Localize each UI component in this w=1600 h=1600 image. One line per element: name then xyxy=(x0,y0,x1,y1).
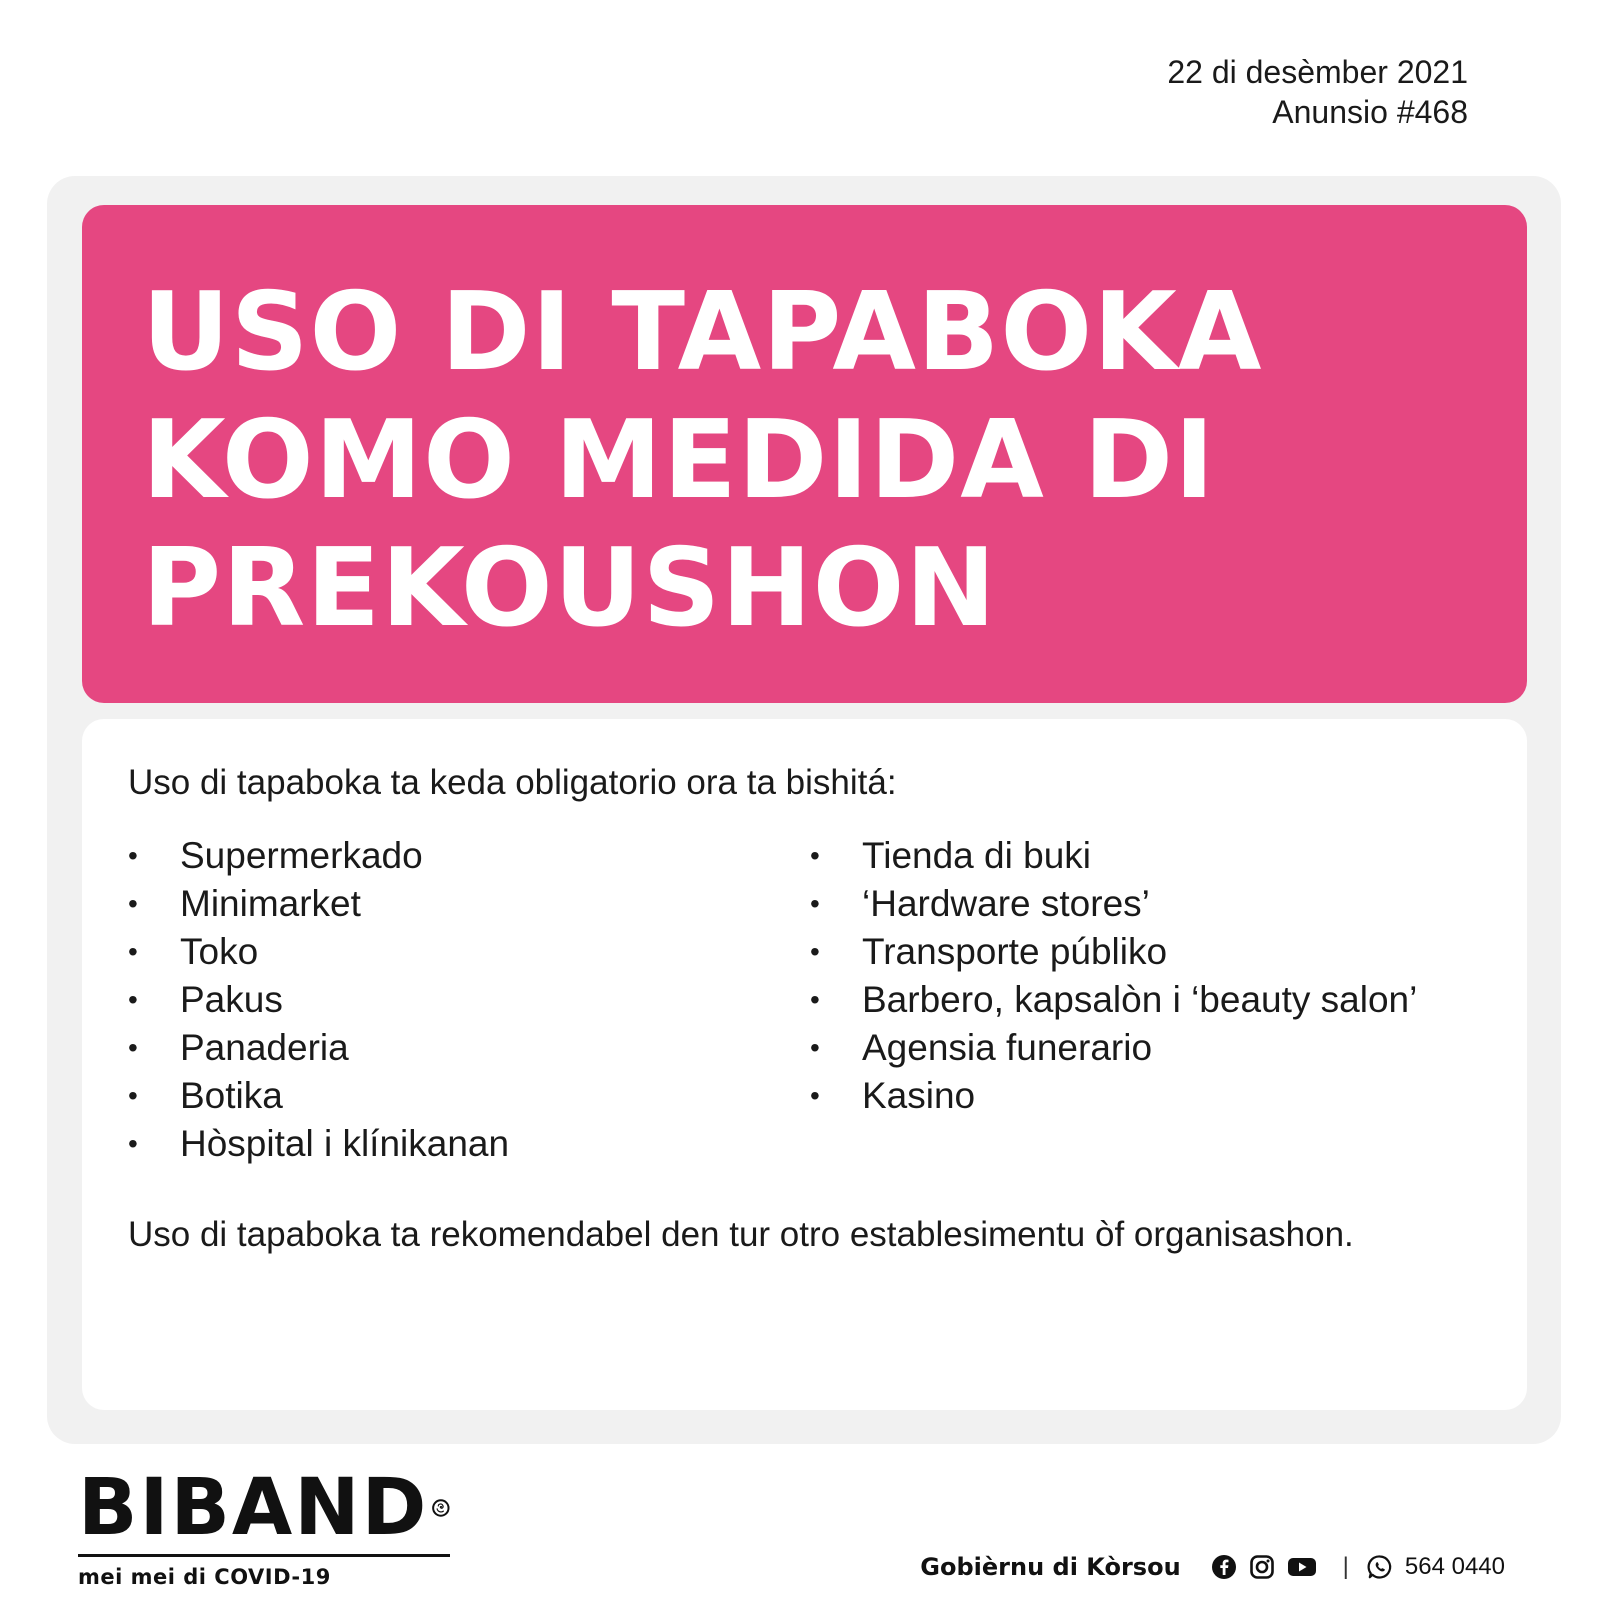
logo-tagline: mei mei di COVID-19 xyxy=(78,1565,331,1589)
government-name: Gobièrnu di Kòrsou xyxy=(920,1553,1181,1581)
bullet-icon: • xyxy=(128,888,138,919)
bullet-icon: • xyxy=(128,984,138,1015)
announcement-meta xyxy=(1167,52,1468,132)
list-item: • Tienda di buki xyxy=(810,832,1417,880)
list-right xyxy=(810,832,1417,1120)
announcement-number: Anunsio #468 xyxy=(1272,94,1468,130)
bullet-icon: • xyxy=(128,1128,138,1159)
list-item: • Kasino xyxy=(810,1072,1417,1120)
list-item: • Transporte públiko xyxy=(810,928,1417,976)
youtube-icon[interactable] xyxy=(1287,1554,1317,1580)
logo-wordmark: BIBAND xyxy=(78,1468,450,1548)
bullet-icon: • xyxy=(128,1080,138,1111)
logo-divider xyxy=(78,1554,450,1557)
title-line-2: KOMO MEDIDA DI xyxy=(142,398,1216,523)
bullet-icon: • xyxy=(810,1032,820,1063)
title-line-1: USO DI TAPABOKA xyxy=(142,270,1263,395)
list-item: • Toko xyxy=(128,928,509,976)
bullet-icon: • xyxy=(810,1080,820,1111)
list-item: • Hòspital i klínikanan xyxy=(128,1120,509,1168)
logo-o-mark-icon xyxy=(432,1477,450,1539)
page-title xyxy=(142,269,1262,653)
bullet-icon: • xyxy=(810,840,820,871)
bibando-logo xyxy=(78,1463,450,1589)
list-item: • Botika xyxy=(128,1072,509,1120)
bullet-icon: • xyxy=(128,1032,138,1063)
footer-separator: | xyxy=(1342,1553,1349,1580)
bullet-icon: • xyxy=(128,840,138,871)
list-item: • Supermerkado xyxy=(128,832,509,880)
footer xyxy=(920,1553,1505,1581)
whatsapp-icon[interactable] xyxy=(1367,1554,1393,1580)
phone-number[interactable]: 564 0440 xyxy=(1404,1553,1505,1580)
instagram-icon[interactable] xyxy=(1249,1554,1275,1580)
list-item: • Agensia funerario xyxy=(810,1024,1417,1072)
facebook-icon[interactable] xyxy=(1211,1554,1237,1580)
title-banner xyxy=(82,205,1527,703)
bullet-icon: • xyxy=(810,888,820,919)
bullet-icon: • xyxy=(810,936,820,967)
title-line-3: PREKOUSHON xyxy=(142,526,997,651)
intro-text: Uso di tapaboka ta keda obligatorio ora ta bishitá: xyxy=(128,763,897,802)
list-left xyxy=(128,832,509,1168)
list-item: • Barbero, kapsalòn i ‘beauty salon’ xyxy=(810,976,1417,1024)
list-item: • Panaderia xyxy=(128,1024,509,1072)
bullet-icon: • xyxy=(810,984,820,1015)
outro-text: Uso di tapaboka ta rekomendabel den tur otro establesimentu òf organisashon. xyxy=(128,1215,1354,1254)
date-text: 22 di desèmber 2021 xyxy=(1167,54,1468,90)
info-card xyxy=(82,719,1527,1410)
list-item: • Minimarket xyxy=(128,880,509,928)
bullet-icon: • xyxy=(128,936,138,967)
list-item: • ‘Hardware stores’ xyxy=(810,880,1417,928)
list-item: • Pakus xyxy=(128,976,509,1024)
